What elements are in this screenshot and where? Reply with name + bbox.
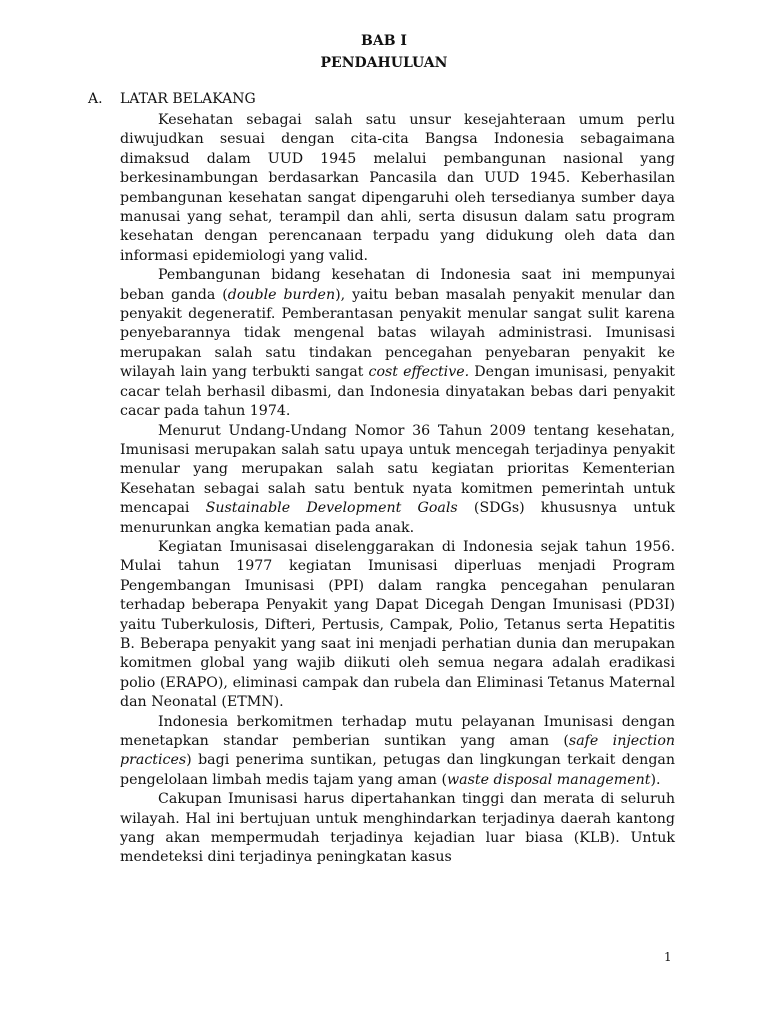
text-run: ) bagi penerima suntikan, petugas dan lingkungan terkait dengan pengelolaan limbah medis tajam yang aman ( xyxy=(120,752,675,788)
paragraph xyxy=(120,266,675,421)
italic-term: double burden xyxy=(227,286,336,303)
text-run: Kegiatan Imunisasai diselenggarakan di Indonesia sejak tahun 1956. Mulai tahun 1977 kegiatan Imunisasi diperluas menjadi Program Pengembangan Imunisasi (PPI) dalam rangka pencegahan penularan terhadap beberapa Penyakit yang Dapat Dicegah Dengan Imunisasi (PD3I) yaitu Tuberkulosis, Difteri, Pertusis, Campak, Polio, Tetanus serta Hepatitis B. Beberapa penyakit yang saat ini menjadi perhatian dunia dan merupakan komitmen global yang wajib diikuti oleh semua negara adalah eradikasi polio (ERAPO), eliminasi campak dan rubela dan Eliminasi Tetanus Maternal dan Neonatal (ETMN). xyxy=(120,538,675,711)
paragraph xyxy=(120,713,675,791)
page-number: 1 xyxy=(664,950,672,964)
paragraph xyxy=(120,111,675,266)
paragraph xyxy=(120,538,675,713)
text-run: ), yaitu beban masalah penyakit menular dan penyakit degeneratif. Pemberantasan penyakit menular sangat sulit karena penyebarannya tidak mengenal batas wilayah administrasi. Imunisasi merupakan salah satu tindakan pencegahan penyebaran penyakit ke wilayah lain yang terbukti sangat xyxy=(120,286,675,381)
text-run: ). xyxy=(650,771,661,788)
text-run: (SDGs) khususnya untuk menurunkan angka kematian pada anak. xyxy=(120,500,675,536)
chapter-title: PENDAHULUAN xyxy=(320,55,448,71)
italic-term: Sustainable Development Goals xyxy=(205,500,458,517)
paragraph xyxy=(120,790,675,868)
text-run: Cakupan Imunisasi harus dipertahankan tinggi dan merata di seluruh wilayah. Hal ini bertujuan untuk menghindarkan terjadinya daerah kantong yang akan mempermudah terjadinya kejadian luar biasa (KLB). Untuk mendeteksi dini terjadinya peningkatan kasus xyxy=(120,791,675,866)
text-run: Indonesia berkomitmen terhadap mutu pelayanan Imunisasi dengan menetapkan standar pemberian suntikan yang aman ( xyxy=(120,713,675,749)
text-run: Menurut Undang-Undang Nomor 36 Tahun 2009 tentang kesehatan, Imunisasi merupakan salah satu upaya untuk mencegah terjadinya penyakit menular yang merupakan salah satu kegiatan prioritas Kementerian Kesehatan sebagai salah satu bentuk nyata komitmen pemerintah untuk mencapai xyxy=(120,422,675,517)
paragraph xyxy=(120,422,675,538)
italic-term: waste disposal management xyxy=(447,771,651,788)
section-heading xyxy=(88,91,256,107)
text-run: Kesehatan sebagai salah satu unsur kesejahteraan umum perlu diwujudkan sesuai dengan cita-cita Bangsa Indonesia sebagaimana dimaksud dalam UUD 1945 melalui pembangunan nasional yang berkesinambungan berdasarkan Pancasila dan UUD 1945. Keberhasilan pembangunan kesehatan sangat dipengaruhi oleh tersedianya sumber daya manusai yang sehat, terampil dan ahli, serta disusun dalam satu program kesehatan dengan perencanaan terpadu yang didukung oleh data dan informasi epidemiologi yang valid. xyxy=(120,112,675,264)
section-title: LATAR BELAKANG xyxy=(120,91,256,107)
text-run: Dengan imunisasi, penyakit cacar telah berhasil dibasmi, dan Indonesia dinyatakan bebas dari penyakit cacar pada tahun 1974. xyxy=(120,364,675,420)
italic-term: safe injection practices xyxy=(120,733,675,769)
body-text xyxy=(120,111,675,868)
text-run: Pembangunan bidang kesehatan di Indonesia saat ini mempunyai beban ganda ( xyxy=(120,267,675,303)
italic-term: cost effective. xyxy=(368,364,470,381)
chapter-heading: BAB I xyxy=(361,33,407,49)
section-letter: A. xyxy=(88,91,103,107)
